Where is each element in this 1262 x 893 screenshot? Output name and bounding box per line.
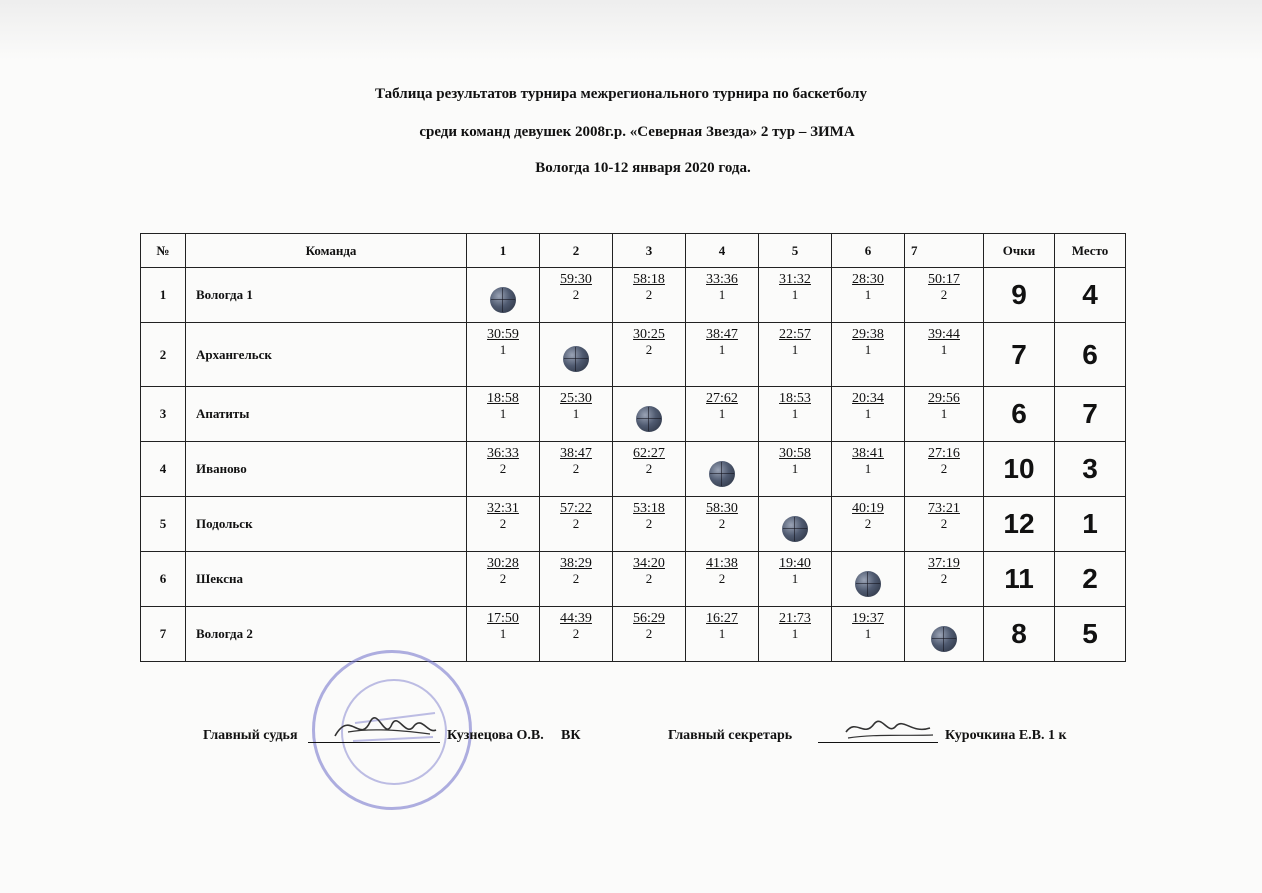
header-team: Команда (186, 234, 467, 268)
game-score: 44:39 (560, 611, 592, 626)
game-score: 38:29 (560, 556, 592, 571)
game-result-cell (613, 607, 686, 662)
table-row (141, 497, 1126, 552)
game-score: 30:59 (487, 327, 519, 342)
final-place: 6 (1055, 323, 1126, 387)
game-points: 1 (940, 342, 948, 357)
final-place: 4 (1055, 268, 1126, 323)
game-result-cell (905, 552, 984, 607)
game-result-cell (686, 387, 759, 442)
game-points: 1 (791, 571, 799, 586)
game-points: 1 (791, 287, 799, 302)
game-result-cell (540, 268, 613, 323)
game-score: 22:57 (779, 327, 811, 342)
game-points: 2 (499, 571, 507, 586)
total-points: 6 (984, 387, 1055, 442)
game-result-cell (905, 323, 984, 387)
game-points: 1 (718, 406, 726, 421)
game-points: 2 (499, 461, 507, 476)
game-result-cell (613, 323, 686, 387)
total-points: 11 (984, 552, 1055, 607)
chief-judge-category: ВК (561, 728, 581, 743)
game-points: 2 (940, 571, 948, 586)
game-points: 2 (864, 516, 872, 531)
row-number: 7 (141, 607, 186, 662)
game-score: 16:27 (706, 611, 738, 626)
team-name: Архангельск (186, 323, 467, 387)
game-result-cell (832, 387, 905, 442)
game-points: 2 (572, 516, 580, 531)
game-score: 58:30 (706, 501, 738, 516)
judge-signature (330, 704, 440, 750)
game-score: 33:36 (706, 272, 738, 287)
game-points: 1 (791, 342, 799, 357)
team-name: Вологда 1 (186, 268, 467, 323)
header-place: Место (1055, 234, 1126, 268)
game-score: 39:44 (928, 327, 960, 342)
self-match-cell (686, 442, 759, 497)
game-result-cell (759, 323, 832, 387)
game-result-cell (686, 497, 759, 552)
game-points: 1 (864, 287, 872, 302)
game-result-cell (686, 552, 759, 607)
game-result-cell (540, 387, 613, 442)
game-score: 17:50 (487, 611, 519, 626)
game-score: 31:32 (779, 272, 811, 287)
team-name: Вологда 2 (186, 607, 467, 662)
game-score: 30:25 (633, 327, 665, 342)
table-header-row (141, 234, 1126, 268)
game-result-cell (613, 497, 686, 552)
game-result-cell (467, 552, 540, 607)
chief-judge-label: Главный судья (203, 728, 298, 743)
game-points: 2 (645, 626, 653, 641)
row-number: 4 (141, 442, 186, 497)
row-number: 6 (141, 552, 186, 607)
final-place: 3 (1055, 442, 1126, 497)
table-row (141, 552, 1126, 607)
game-result-cell (832, 323, 905, 387)
game-result-cell (832, 497, 905, 552)
final-place: 7 (1055, 387, 1126, 442)
game-score: 50:17 (928, 272, 960, 287)
game-points: 1 (864, 626, 872, 641)
game-score: 21:73 (779, 611, 811, 626)
game-points: 1 (718, 342, 726, 357)
table-row (141, 607, 1126, 662)
game-result-cell (467, 387, 540, 442)
final-place: 2 (1055, 552, 1126, 607)
secretary-signature-line (818, 742, 938, 743)
game-points: 1 (791, 461, 799, 476)
table-row (141, 387, 1126, 442)
game-points: 2 (572, 571, 580, 586)
header-game-4: 4 (686, 234, 759, 268)
total-points: 7 (984, 323, 1055, 387)
game-score: 57:22 (560, 501, 592, 516)
game-result-cell (832, 607, 905, 662)
game-score: 38:41 (852, 446, 884, 461)
total-points: 8 (984, 607, 1055, 662)
header-game-1: 1 (467, 234, 540, 268)
row-number: 1 (141, 268, 186, 323)
scan-shadow (0, 0, 1262, 60)
game-points: 2 (940, 461, 948, 476)
game-points: 2 (645, 342, 653, 357)
row-number: 5 (141, 497, 186, 552)
basketball-icon (490, 287, 516, 313)
game-result-cell (832, 442, 905, 497)
game-result-cell (759, 607, 832, 662)
document-title: Таблица результатов турнира межрегионального турнира по баскетболу (375, 86, 867, 102)
game-result-cell (905, 442, 984, 497)
game-result-cell (540, 497, 613, 552)
game-score: 34:20 (633, 556, 665, 571)
basketball-icon (636, 406, 662, 432)
game-result-cell (613, 442, 686, 497)
game-result-cell (686, 268, 759, 323)
game-result-cell (759, 442, 832, 497)
header-points: Очки (984, 234, 1055, 268)
team-name: Шексна (186, 552, 467, 607)
total-points: 10 (984, 442, 1055, 497)
game-score: 27:62 (706, 391, 738, 406)
header-game-3: 3 (613, 234, 686, 268)
game-score: 30:28 (487, 556, 519, 571)
game-result-cell (905, 268, 984, 323)
game-points: 1 (499, 342, 507, 357)
self-match-cell (832, 552, 905, 607)
game-points: 2 (645, 571, 653, 586)
game-points: 1 (864, 461, 872, 476)
team-name: Подольск (186, 497, 467, 552)
chief-secretary-label: Главный секретарь (668, 728, 793, 743)
game-points: 2 (572, 461, 580, 476)
table-row (141, 442, 1126, 497)
game-score: 37:19 (928, 556, 960, 571)
game-score: 40:19 (852, 501, 884, 516)
basketball-icon (782, 516, 808, 542)
game-score: 28:30 (852, 272, 884, 287)
game-score: 32:31 (487, 501, 519, 516)
game-score: 18:53 (779, 391, 811, 406)
row-number: 2 (141, 323, 186, 387)
game-score: 27:16 (928, 446, 960, 461)
basketball-icon (855, 571, 881, 597)
chief-secretary-name: Курочкина Е.В. 1 к (945, 728, 1067, 743)
game-score: 18:58 (487, 391, 519, 406)
game-score: 29:56 (928, 391, 960, 406)
judge-signature-line (308, 742, 440, 743)
basketball-icon (563, 346, 589, 372)
game-result-cell (905, 497, 984, 552)
basketball-icon (709, 461, 735, 487)
header-game-5: 5 (759, 234, 832, 268)
game-result-cell (467, 323, 540, 387)
game-result-cell (759, 552, 832, 607)
header-game-7: 7 (905, 234, 984, 268)
game-score: 38:47 (706, 327, 738, 342)
game-points: 1 (718, 626, 726, 641)
chief-judge-name: Кузнецова О.В. (447, 728, 544, 743)
game-score: 38:47 (560, 446, 592, 461)
game-points: 1 (864, 406, 872, 421)
final-place: 1 (1055, 497, 1126, 552)
game-points: 1 (718, 287, 726, 302)
game-score: 36:33 (487, 446, 519, 461)
game-result-cell (759, 268, 832, 323)
table-row (141, 323, 1126, 387)
game-points: 2 (940, 287, 948, 302)
results-body (141, 268, 1126, 662)
game-score: 41:38 (706, 556, 738, 571)
game-points: 2 (645, 516, 653, 531)
game-score: 62:27 (633, 446, 665, 461)
total-points: 12 (984, 497, 1055, 552)
game-result-cell (686, 607, 759, 662)
game-points: 2 (645, 287, 653, 302)
game-score: 29:38 (852, 327, 884, 342)
header-game-6: 6 (832, 234, 905, 268)
game-points: 1 (940, 406, 948, 421)
game-result-cell (467, 607, 540, 662)
self-match-cell (467, 268, 540, 323)
game-result-cell (467, 497, 540, 552)
game-result-cell (467, 442, 540, 497)
row-number: 3 (141, 387, 186, 442)
game-points: 2 (499, 516, 507, 531)
game-result-cell (832, 268, 905, 323)
self-match-cell (759, 497, 832, 552)
table-row (141, 268, 1126, 323)
game-score: 73:21 (928, 501, 960, 516)
game-score: 19:40 (779, 556, 811, 571)
basketball-icon (931, 626, 957, 652)
game-score: 25:30 (560, 391, 592, 406)
header-game-2: 2 (540, 234, 613, 268)
final-place: 5 (1055, 607, 1126, 662)
game-score: 30:58 (779, 446, 811, 461)
game-points: 2 (572, 626, 580, 641)
game-points: 1 (864, 342, 872, 357)
game-result-cell (905, 387, 984, 442)
game-points: 1 (791, 626, 799, 641)
results-table (140, 233, 1126, 662)
game-result-cell (759, 387, 832, 442)
game-points: 1 (499, 626, 507, 641)
team-name: Иваново (186, 442, 467, 497)
game-result-cell (686, 323, 759, 387)
game-result-cell (613, 552, 686, 607)
game-score: 58:18 (633, 272, 665, 287)
game-result-cell (540, 442, 613, 497)
header-num: № (141, 234, 186, 268)
game-points: 2 (645, 461, 653, 476)
game-result-cell (540, 552, 613, 607)
self-match-cell (905, 607, 984, 662)
document-date-place: Вологда 10-12 января 2020 года. (535, 160, 751, 176)
game-points: 2 (572, 287, 580, 302)
game-score: 56:29 (633, 611, 665, 626)
game-score: 53:18 (633, 501, 665, 516)
document-subtitle: среди команд девушек 2008г.р. «Северная Звезда» 2 тур – ЗИМА (419, 124, 855, 140)
game-result-cell (540, 607, 613, 662)
game-score: 20:34 (852, 391, 884, 406)
game-points: 2 (940, 516, 948, 531)
team-name: Апатиты (186, 387, 467, 442)
game-result-cell (613, 268, 686, 323)
game-points: 2 (718, 516, 726, 531)
game-points: 2 (718, 571, 726, 586)
game-points: 1 (572, 406, 580, 421)
game-score: 19:37 (852, 611, 884, 626)
game-score: 59:30 (560, 272, 592, 287)
game-points: 1 (499, 406, 507, 421)
total-points: 9 (984, 268, 1055, 323)
self-match-cell (613, 387, 686, 442)
game-points: 1 (791, 406, 799, 421)
self-match-cell (540, 323, 613, 387)
